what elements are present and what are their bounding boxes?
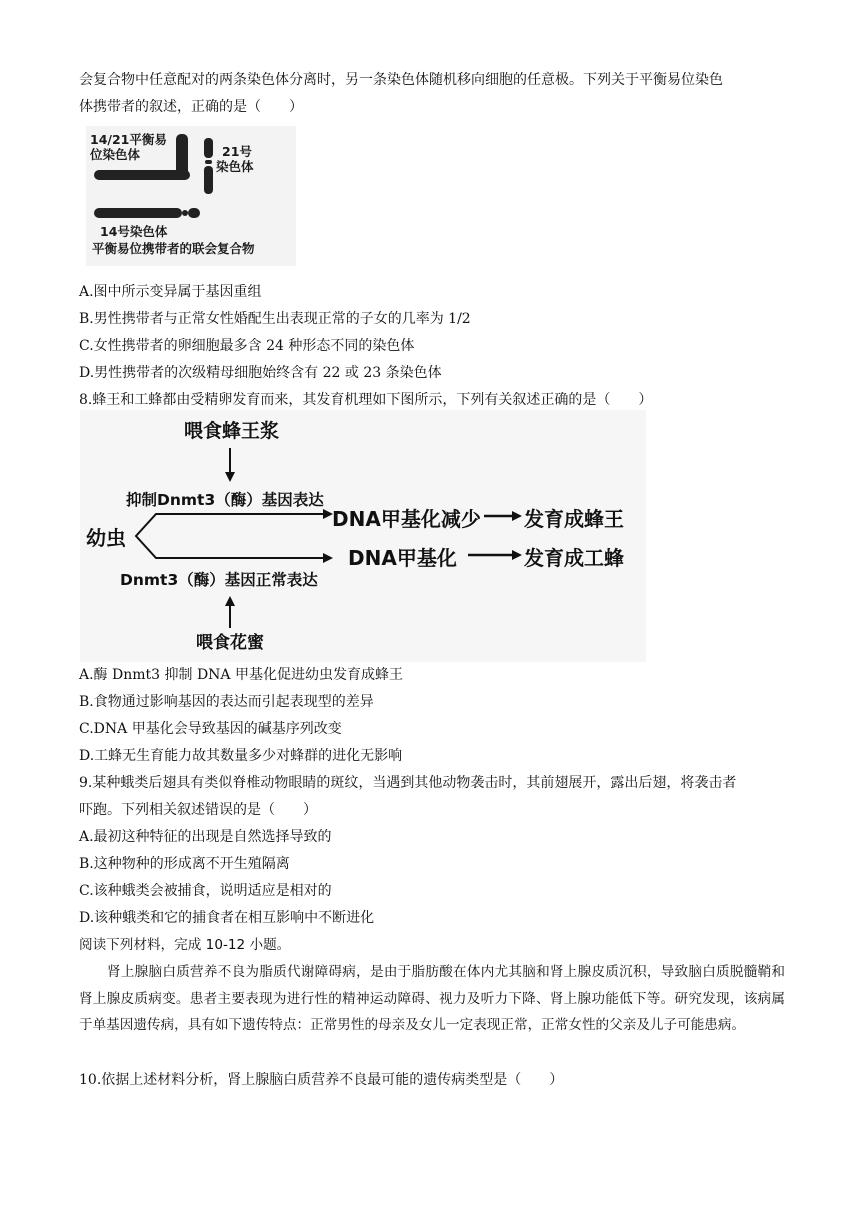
q9-option-a: A.最初这种特征的出现是自然选择导致的 [79,829,332,845]
q7-option-c: C.女性携带者的卵细胞最多含 24 种形态不同的染色体 [79,338,415,354]
translocation-label-2: 位染色体 [90,147,141,162]
q8-option-c: C.DNA 甲基化会导致基因的碱基序列改变 [79,721,342,737]
translocation-label-1: 14/21平衡易 [90,132,167,147]
chromosome-21-label-2: 染色体 [216,159,254,174]
q10-stem: 10.依据上述材料分析，肾上腺脑白质营养不良最可能的遗传病类型是（ ） [79,1072,564,1088]
chromosome-21-label-1: 21号 [222,144,252,159]
q7-stem-line1: 会复合物中任意配对的两条染色体分离时，另一条染色体随机移向细胞的任意极。下列关于平衡易位染色 [79,72,723,88]
material-intro: 阅读下列材料，完成 10-12 小题。 [79,937,291,953]
q7-option-a: A.图中所示变异属于基因重组 [79,284,262,300]
dna-methylation: DNA甲基化 [348,546,457,570]
larva-label: 幼虫 [86,526,126,550]
q9-option-d: D.该种蛾类和它的捕食者在相互影响中不断进化 [79,910,375,926]
q9-option-b: B.这种物种的形成离不开生殖隔离 [79,856,290,872]
dna-methylation-reduced: DNA甲基化减少 [332,507,481,531]
bee-diagram-lines [80,410,646,662]
figure-caption: 平衡易位携带者的联会复合物 [92,241,255,256]
q7-option-d: D.男性携带者的次级精母细胞始终含有 22 或 23 条染色体 [79,365,442,381]
material-passage: 肾上腺脑白质营养不良为脂质代谢障碍病，是由于脂肪酸在体内尤其脑和肾上腺皮质沉积，导致脑白质脱髓鞘和肾上腺皮质病变。患者主要表现为进行性的精神运动障碍、视力及听力下降、肾上腺功能低下等。研究发现，该病属于单基因遗传病，具有如下遗传特点：正常男性的母亲及女儿一定表现正常，正常女性的父亲及儿子可能患病。 [79,964,785,1033]
feed-royal-jelly: 喂食蜂王浆 [184,420,280,442]
q8-option-d: D.工蜂无生育能力故其数量多少对蜂群的进化无影响 [79,748,403,764]
q8-option-b: B.食物通过影响基因的表达而引起表现型的差异 [79,694,374,710]
feed-nectar: 喂食花蜜 [196,633,264,653]
q9-option-c: C.该种蛾类会被捕食，说明适应是相对的 [79,883,332,899]
q8-stem: 8.蜂王和工蜂都由受精卵发育而来，其发育机理如下图所示，下列有关叙述正确的是（ ） [79,392,653,408]
develop-into-worker: 发育成工蜂 [524,546,624,570]
q9-stem-line1: 9.某种蛾类后翅具有类似脊椎动物眼睛的斑纹，当遇到其他动物袭击时，其前翅展开，露出后翅，将袭击者 [79,775,737,791]
q7-stem-line2: 体携带者的叙述，正确的是（ ） [79,99,303,115]
dnmt3-normal-expression: Dnmt3（酶）基因正常表达 [120,571,318,589]
q7-option-b: B.男性携带者与正常女性婚配生出表现正常的子女的几率为 1/2 [79,311,471,327]
develop-into-queen: 发育成蜂王 [524,507,624,531]
inhibit-dnmt3-expression: 抑制Dnmt3（酶）基因表达 [126,491,324,509]
chromosome-figure [86,126,296,266]
bee-development-figure [80,410,646,662]
q9-stem-line2: 吓跑。下列相关叙述错误的是（ ） [79,802,317,818]
chromosome-14-label: 14号染色体 [100,224,168,239]
q8-option-a: A.酶 Dnmt3 抑制 DNA 甲基化促进幼虫发育成蜂王 [79,667,403,683]
